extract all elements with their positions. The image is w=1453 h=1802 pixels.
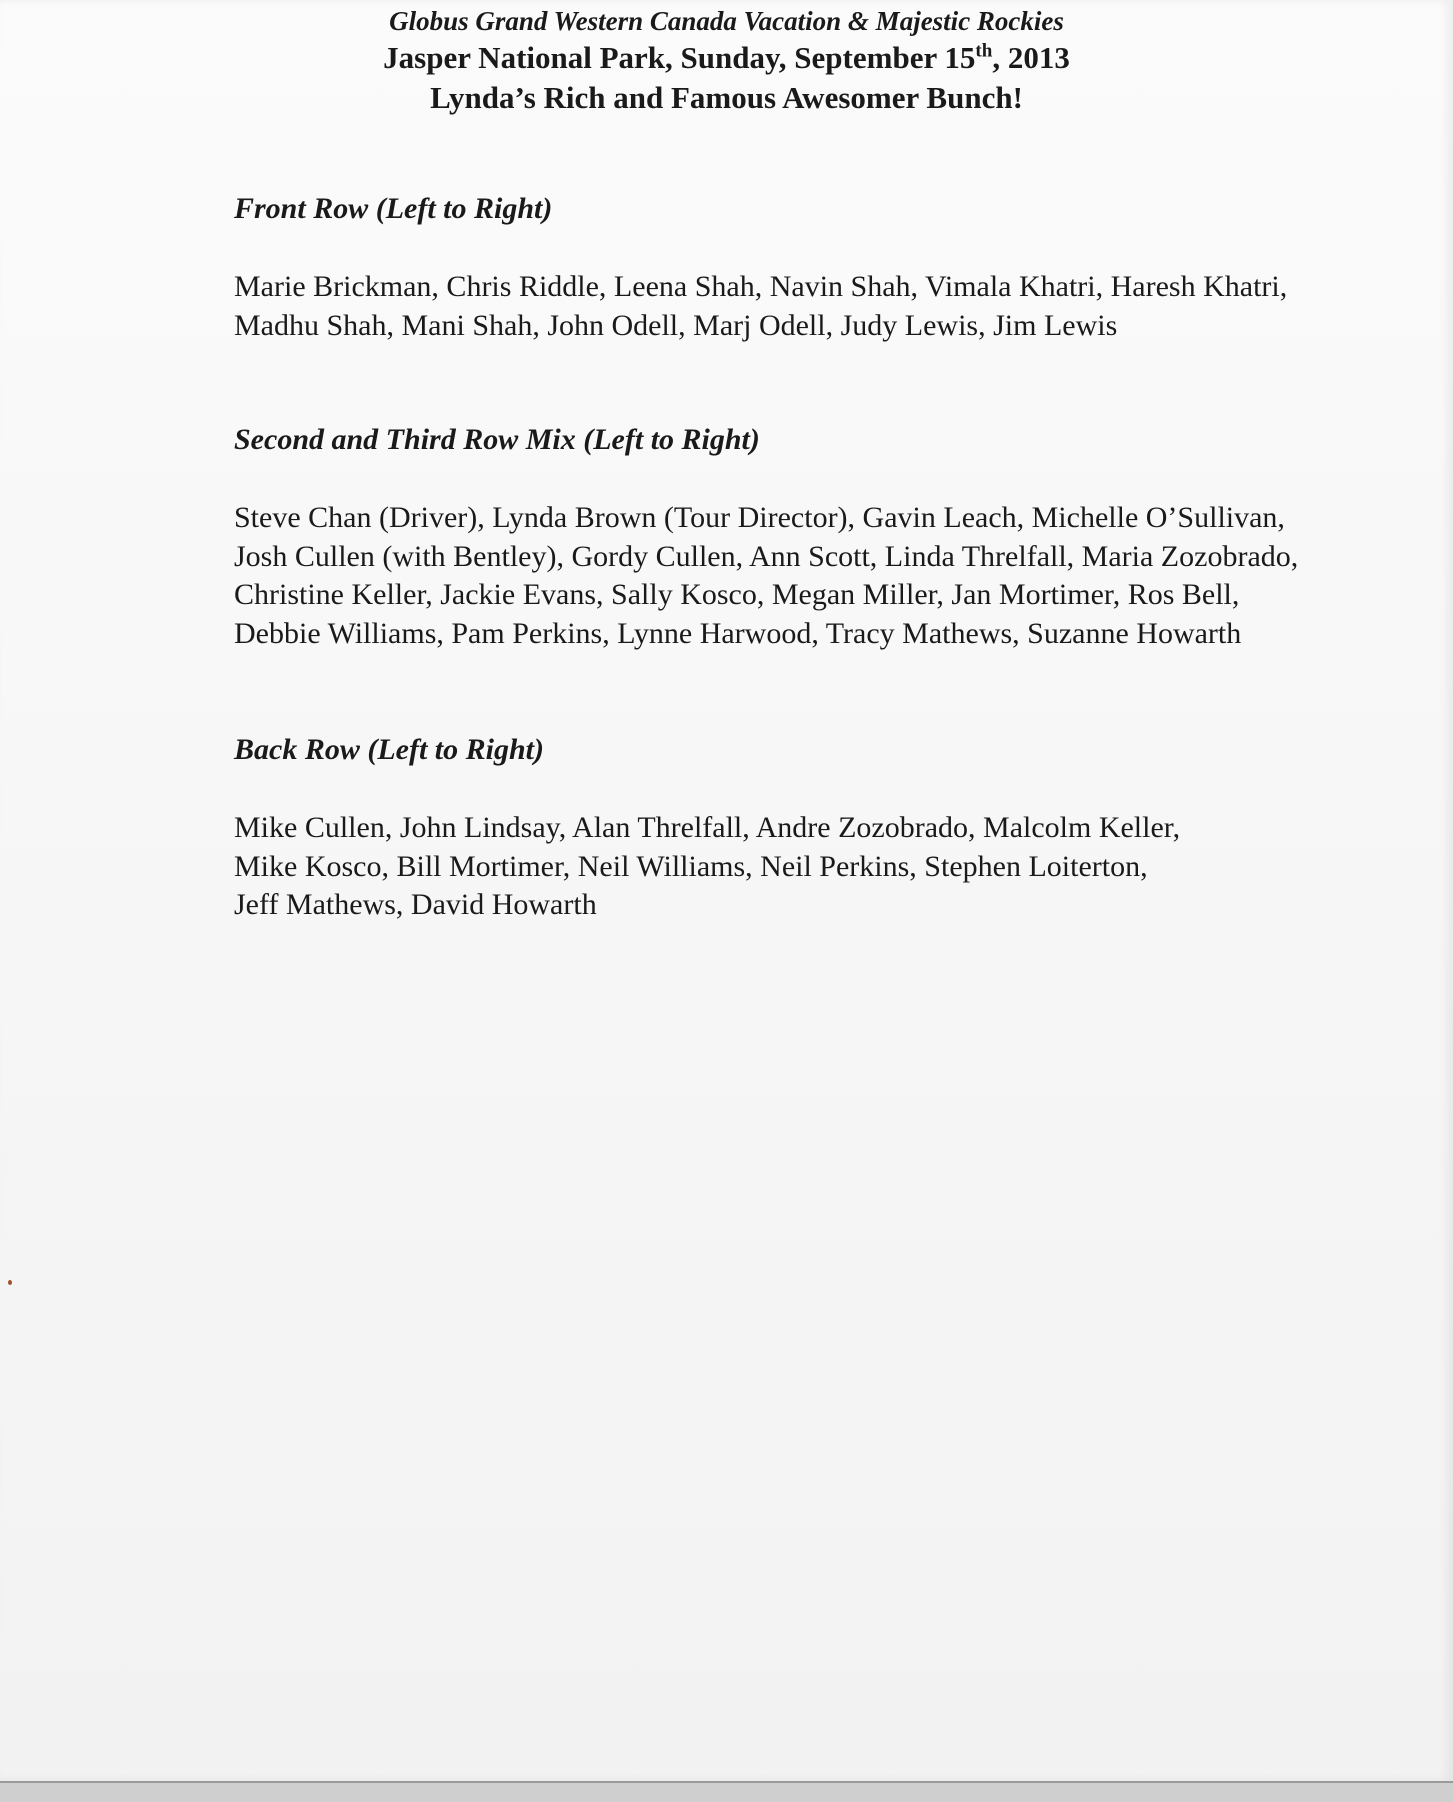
- names-line: Madhu Shah, Mani Shah, John Odell, Marj Odell, Judy Lewis, Jim Lewis: [234, 308, 1118, 342]
- names-line: Mike Cullen, John Lindsay, Alan Threlfall, Andre Zozobrado, Malcolm Keller,: [234, 811, 1181, 844]
- section-heading: Front Row (Left to Right): [234, 192, 553, 225]
- section-heading: Second and Third Row Mix (Left to Right): [234, 423, 760, 456]
- names-line: Marie Brickman, Chris Riddle, Leena Shah, Navin Shah, Vimala Khatri, Haresh Khatri,: [234, 270, 1288, 303]
- names-line: Christine Keller, Jackie Evans, Sally Kosco, Megan Miller, Jan Mortimer, Ros Bell,: [234, 578, 1240, 611]
- second-third-row-names: [234, 499, 1444, 653]
- document-group-name: Lynda’s Rich and Famous Awesomer Bunch!: [430, 80, 1023, 115]
- names-line: Jeff Mathews, David Howarth: [234, 888, 597, 921]
- names-line: Mike Kosco, Bill Mortimer, Neil Williams, Neil Perkins, Stephen Loiterton,: [234, 849, 1148, 883]
- document-subtitle: Globus Grand Western Canada Vacation & Majestic Rockies: [389, 6, 1064, 36]
- title-text: Jasper National Park, Sunday, September 15: [383, 40, 976, 75]
- names-line: Debbie Williams, Pam Perkins, Lynne Harwood, Tracy Mathews, Suzanne Howarth: [234, 616, 1242, 650]
- document-title: [0, 40, 1453, 76]
- section-front-row: [234, 192, 1444, 226]
- names-line: Josh Cullen (with Bentley), Gordy Cullen, Ann Scott, Linda Threlfall, Maria Zozobrado,: [234, 539, 1299, 573]
- title-year: , 2013: [992, 40, 1070, 75]
- paper-speck: [8, 1280, 12, 1285]
- scanner-edge: [0, 1781, 1453, 1802]
- front-row-names: [234, 268, 1444, 345]
- section-second-third-row: [234, 423, 1444, 457]
- title-ordinal-suffix: th: [975, 40, 993, 62]
- back-row-names: [234, 809, 1444, 925]
- section-heading: Back Row (Left to Right): [234, 733, 544, 766]
- names-line: Steve Chan (Driver), Lynda Brown (Tour Director), Gavin Leach, Michelle O’Sullivan,: [234, 501, 1285, 534]
- section-back-row: [234, 733, 1444, 767]
